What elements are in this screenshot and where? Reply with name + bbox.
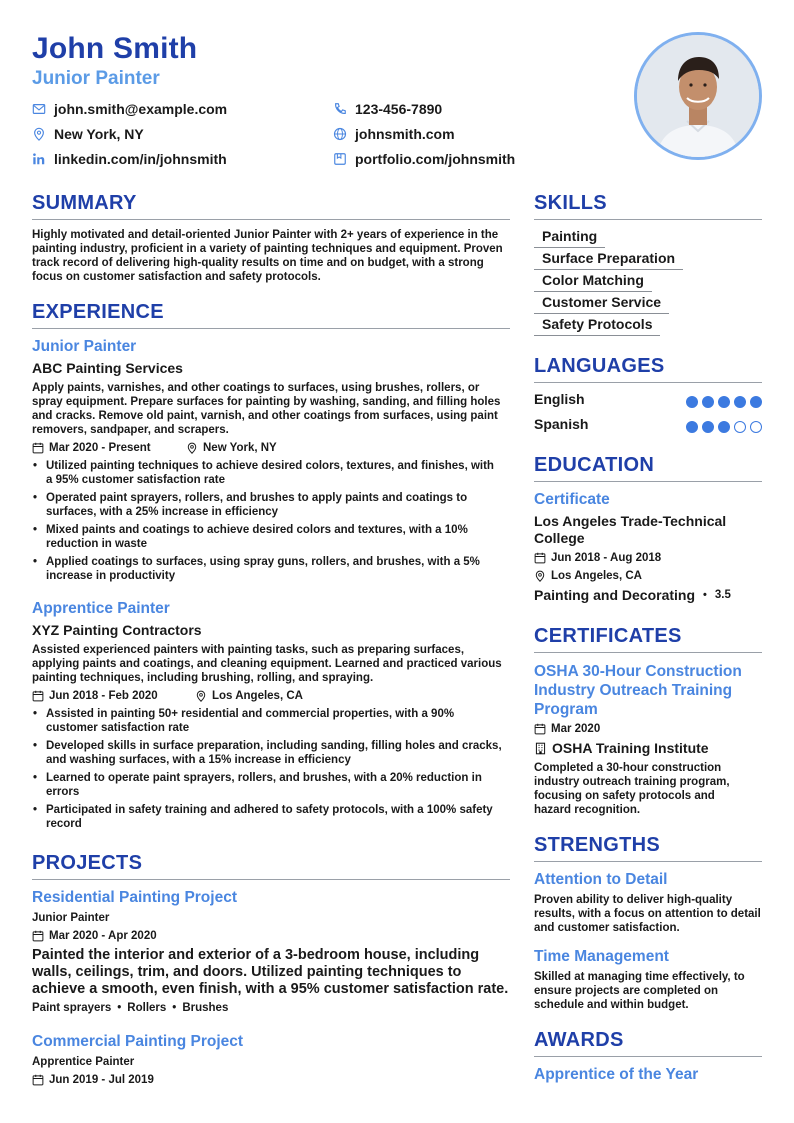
experience-heading: EXPERIENCE — [32, 301, 164, 323]
education-field: Painting and Decorating — [534, 587, 696, 603]
list-item: • Operated paint sprayers, rollers, and brushes to apply paints and coatings to surfaces, with a 25% increase in efficiency — [32, 491, 502, 519]
contact-linkedin[interactable] — [32, 150, 227, 168]
list-item: • Assisted in painting 50+ residential and commercial properties, with a 90% customer satisfaction rate — [32, 707, 502, 735]
summary-divider — [32, 219, 510, 220]
tag-separator: • — [172, 1002, 177, 1014]
education-dates-text: Jun 2018 - Aug 2018 — [551, 552, 662, 564]
job-title: Apprentice Painter — [32, 600, 170, 617]
languages-divider — [534, 382, 762, 383]
languages-heading: LANGUAGES — [534, 355, 665, 377]
language-rating — [686, 396, 762, 408]
job-dates-text: Mar 2020 - Present — [49, 442, 151, 454]
strengths-heading: STRENGTHS — [534, 834, 661, 856]
profile-photo — [634, 32, 762, 160]
job-location-text: New York, NY — [203, 442, 277, 454]
projects-heading: PROJECTS — [32, 852, 143, 874]
certificate-date-text: Mar 2020 — [551, 723, 601, 735]
experience-divider — [32, 328, 510, 329]
portfolio-text: portfolio.com/johnsmith — [355, 151, 516, 167]
calendar-icon — [32, 690, 44, 702]
phone-text: 123-456-7890 — [355, 101, 443, 117]
list-item: • Utilized painting techniques to achieve desired colors, textures, and finishes, with a 95% customer satisfaction rate — [32, 459, 502, 487]
education-location-text: Los Angeles, CA — [551, 570, 642, 582]
language-name: Spanish — [534, 416, 589, 432]
job-company: XYZ Painting Contractors — [32, 622, 202, 638]
calendar-icon — [534, 552, 546, 564]
calendar-icon — [534, 723, 546, 735]
certificate-issuer-text: OSHA Training Institute — [552, 740, 709, 756]
project-tag: Paint sprayers — [32, 1002, 112, 1014]
contact-website[interactable] — [333, 125, 455, 143]
job-description: Assisted experienced painters with painting tasks, such as preparing surfaces, applying paints and coatings, and cleaning equipment. Learned and practiced various painting techniques, including brushing, rolling, and spraying. — [32, 644, 502, 684]
project-dates — [32, 929, 157, 943]
location-pin-icon — [195, 690, 207, 702]
project-role: Apprentice Painter — [32, 1056, 135, 1068]
job-company: ABC Painting Services — [32, 360, 183, 376]
strengths-divider — [534, 861, 762, 862]
project-title: Residential Painting Project — [32, 889, 237, 906]
education-dates — [534, 551, 661, 565]
strength-title: Attention to Detail — [534, 871, 668, 888]
rating-dot-filled — [750, 396, 762, 408]
job-title: Junior Painter — [32, 338, 137, 355]
project-dates-text: Jun 2019 - Jul 2019 — [49, 1074, 154, 1086]
project-dates — [32, 1073, 154, 1087]
list-item: • Learned to operate paint sprayers, rollers, and brushes, with a 20% reduction in errors — [32, 771, 502, 799]
linkedin-icon — [32, 152, 46, 166]
list-item: • Mixed paints and coatings to achieve desired colors and textures, with a 10% reduction in waste — [32, 523, 502, 551]
strength-description: Proven ability to deliver high-quality results, with a focus on attention to detail and customer satisfaction. — [534, 894, 761, 934]
gpa-separator: • — [703, 589, 707, 601]
project-dates-text: Mar 2020 - Apr 2020 — [49, 930, 157, 942]
award-title: Apprentice of the Year — [534, 1066, 699, 1083]
location-pin-icon — [32, 127, 46, 141]
envelope-icon — [32, 102, 46, 116]
rating-dot-filled — [702, 396, 714, 408]
list-item: • Participated in safety training and adhered to safety protocols, with a 100% safety record — [32, 803, 502, 831]
certificate-date — [534, 722, 600, 736]
language-rating — [686, 421, 762, 433]
candidate-role: Junior Painter — [32, 68, 160, 89]
globe-icon — [333, 127, 347, 141]
certificates-heading: CERTIFICATES — [534, 625, 682, 647]
language-name: English — [534, 391, 585, 407]
rating-dot-filled — [686, 421, 698, 433]
job-dates — [32, 689, 158, 703]
rating-dot-empty — [734, 421, 746, 433]
job-bullets — [32, 459, 502, 587]
contact-location — [32, 125, 144, 143]
building-icon — [534, 742, 547, 755]
certificate-title: OSHA 30-Hour Construction Industry Outreach Training Program — [534, 663, 742, 718]
location-text: New York, NY — [54, 126, 144, 142]
list-item: • Developed skills in surface preparation, including sanding, filling holes and cracks, and washing surfaces, with a 15% increase in efficiency — [32, 739, 502, 767]
rating-dot-filled — [686, 396, 698, 408]
linkedin-text: linkedin.com/in/johnsmith — [54, 151, 227, 167]
job-dates — [32, 441, 151, 455]
contact-portfolio[interactable] — [333, 150, 515, 168]
job-location-text: Los Angeles, CA — [212, 690, 303, 702]
portfolio-icon — [333, 152, 347, 166]
summary-text: Highly motivated and detail-oriented Junior Painter with 2+ years of experience in the painting industry, proficient in a variety of painting techniques and equipment. Proven track record of delivering high-quality results on time and on budget, with a strong focus on customer satisfaction and safety protocols. — [32, 229, 503, 283]
skill-item: Surface Preparation — [534, 249, 683, 270]
strength-title: Time Management — [534, 948, 669, 965]
calendar-icon — [32, 930, 44, 942]
job-bullets — [32, 707, 502, 835]
project-title: Commercial Painting Project — [32, 1033, 244, 1050]
phone-icon — [333, 102, 347, 116]
job-description: Apply paints, varnishes, and other coatings to surfaces, using brushes, rollers, or spray equipment. Prepare surfaces for painting by washing, sanding, and filling holes and cracks. Remove old paint, varnish, and other coatings from surfaces, using paint removers, sandpaper, and scrapers. — [32, 382, 501, 436]
tag-separator: • — [117, 1002, 122, 1014]
email-text: john.smith@example.com — [54, 101, 228, 117]
education-divider — [534, 481, 762, 482]
contact-email[interactable] — [32, 100, 227, 118]
education-degree: Certificate — [534, 491, 610, 508]
skill-item: Safety Protocols — [534, 315, 660, 336]
project-tags — [32, 1002, 228, 1014]
rating-dot-filled — [734, 396, 746, 408]
project-description: Painted the interior and exterior of a 3-bedroom house, including walls, ceilings, trim, and doors. Utilized painting techniques to achieve a smooth, even finish, with a 95% customer satisfaction rate. — [32, 947, 509, 997]
certificate-description: Completed a 30-hour construction industry outreach training program, focusing on safety protocols and hazard recognition. — [534, 762, 730, 816]
project-tag: Rollers — [127, 1002, 167, 1014]
education-location — [534, 569, 642, 583]
education-field-row — [534, 587, 731, 603]
skills-heading: SKILLS — [534, 192, 607, 214]
rating-dot-empty — [750, 421, 762, 433]
certificates-divider — [534, 652, 762, 653]
calendar-icon — [32, 442, 44, 454]
rating-dot-filled — [718, 421, 730, 433]
project-tag: Brushes — [182, 1002, 229, 1014]
list-item: • Applied coatings to surfaces, using spray guns, rollers, and brushes, with a 5% increase in productivity — [32, 555, 502, 583]
location-pin-icon — [534, 570, 546, 582]
awards-divider — [534, 1056, 762, 1057]
rating-dot-filled — [718, 396, 730, 408]
job-location — [186, 441, 277, 455]
skill-item: Customer Service — [534, 293, 669, 314]
skill-item: Color Matching — [534, 271, 652, 292]
education-heading: EDUCATION — [534, 454, 655, 476]
location-pin-icon — [186, 442, 198, 454]
rating-dot-filled — [702, 421, 714, 433]
job-location — [195, 689, 303, 703]
awards-heading: AWARDS — [534, 1029, 624, 1051]
skill-item: Painting — [534, 227, 605, 248]
certificate-issuer — [534, 740, 709, 756]
strength-description: Skilled at managing time effectively, to ensure projects are completed on schedule and within budget. — [534, 971, 745, 1011]
calendar-icon — [32, 1074, 44, 1086]
website-text: johnsmith.com — [355, 126, 455, 142]
education-gpa: 3.5 — [714, 589, 731, 601]
candidate-name: John Smith — [32, 32, 198, 65]
projects-divider — [32, 879, 510, 880]
skills-divider — [534, 219, 762, 220]
summary-heading: SUMMARY — [32, 192, 137, 214]
job-dates-text: Jun 2018 - Feb 2020 — [49, 690, 158, 702]
project-role: Junior Painter — [32, 912, 110, 924]
education-school: Los Angeles Trade-Technical College — [534, 513, 727, 546]
contact-phone[interactable] — [333, 100, 442, 118]
